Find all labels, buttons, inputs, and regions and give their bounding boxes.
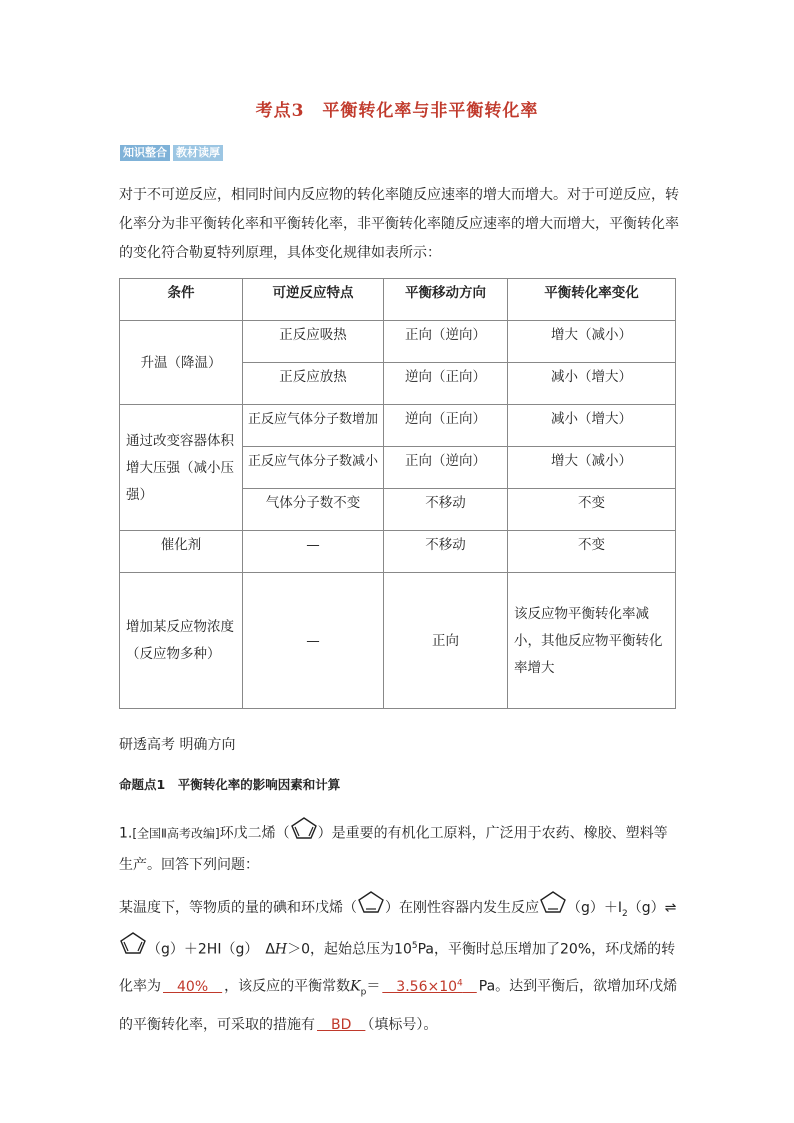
question-1-intro: [119, 816, 679, 880]
question-text: ）是重要的有机化工原料，广泛用于农药、橡胶、塑料等生产。回答下列问题：: [119, 825, 668, 873]
tag-knowledge: 知识整合: [120, 145, 170, 161]
answer-kp-value: 3.56×10: [382, 979, 458, 996]
question-text: ＞0，起始总压为10: [287, 941, 412, 958]
question-text: ，该反应的平衡常数: [224, 979, 351, 996]
question-source: [全国Ⅱ高考改编]: [132, 826, 220, 841]
question-text: ＝: [366, 979, 381, 996]
condition-cell: 催化剂: [120, 531, 243, 573]
direction-cell: 正向（逆向）: [384, 321, 508, 363]
change-cell: 不变: [508, 489, 676, 531]
tag-textbook: 教材读厚: [173, 145, 223, 161]
cyclopentadiene-icon: [290, 816, 318, 851]
cyclopentene-icon: [357, 890, 385, 926]
rules-table: [119, 278, 676, 709]
subscript: p: [360, 987, 367, 998]
question-text: 某温度下，等物质的量的碘和环戊烯（: [119, 900, 357, 916]
header-change: 平衡转化率变化: [508, 279, 676, 321]
direction-cell: 不移动: [384, 489, 508, 531]
question-text: 环戊二烯（: [219, 825, 290, 842]
kp-symbol: K: [350, 979, 361, 996]
answer-conversion: 40%: [163, 979, 223, 996]
table-header-row: [120, 279, 676, 321]
table-row: [120, 321, 676, 363]
question-text: Pa。达到平衡后，欲增加环戊烯的平衡转化率，可采取的措施有: [119, 979, 678, 1033]
direction-cell: 不移动: [384, 531, 508, 573]
question-text: （g）＋2HI（g） Δ: [147, 941, 275, 958]
feature-cell: 气体分子数不变: [243, 489, 384, 531]
cyclopentene-icon: [539, 890, 567, 926]
change-cell: 增大（减小）: [508, 321, 676, 363]
feature-cell: 正反应气体分子数增加: [243, 405, 384, 447]
feature-cell: —: [243, 573, 384, 709]
table-row: [120, 573, 676, 709]
answer-measures: BD: [317, 1016, 366, 1033]
feature-cell: —: [243, 531, 384, 573]
question-text: （g）⇌: [627, 900, 677, 916]
direction-cell: 正向（逆向）: [384, 447, 508, 489]
direction-cell: 逆向（正向）: [384, 405, 508, 447]
question-text: Pa，平衡时总压增加了20%，环戊烯的转化率为: [119, 941, 676, 996]
header-condition: 条件: [120, 279, 243, 321]
page-title: 考点3 平衡转化率与非平衡转化率: [255, 101, 539, 121]
intro-paragraph: 对于不可逆反应，相同时间内反应物的转化率随反应速率的增大而增大。对于可逆反应，转化率分为非平衡转化率和平衡转化率，非平衡转化率随反应速率的增大而增大，平衡转化率的变化符合勒夏特列原理，具体变化规律如表所示：: [119, 187, 679, 261]
header-feature: 可逆反应特点: [243, 279, 384, 321]
table-row: [120, 531, 676, 573]
direction-cell: 正向: [384, 573, 508, 709]
subsection-title: 命题点1 平衡转化率的影响因素和计算: [119, 777, 341, 792]
enthalpy-symbol: H: [274, 941, 288, 958]
question-text: （g）＋I: [567, 900, 623, 916]
cyclopentadiene-icon: [119, 931, 147, 967]
subscript: 2: [622, 908, 628, 919]
feature-cell: 正反应吸热: [243, 321, 384, 363]
condition-cell: 升温（降温）: [120, 321, 243, 405]
condition-cell: 通过改变容器体积增大压强（减小压强）: [120, 405, 243, 531]
question-1-body: [119, 890, 679, 1041]
question-text: （填标号）。: [367, 1016, 438, 1033]
section-tags: [120, 145, 223, 161]
header-direction: 平衡移动方向: [384, 279, 508, 321]
feature-cell: 正反应气体分子数减小: [243, 447, 384, 489]
section-title: 研透高考 明确方向: [119, 737, 236, 753]
question-text: ）在刚性容器内发生反应: [385, 900, 539, 916]
superscript: 5: [411, 940, 418, 951]
question-number: 1.: [119, 825, 133, 842]
feature-cell: 正反应放热: [243, 363, 384, 405]
superscript: 4: [457, 978, 463, 989]
direction-cell: 逆向（正向）: [384, 363, 508, 405]
change-cell: 该反应物平衡转化率减小，其他反应物平衡转化率增大: [508, 573, 676, 709]
change-cell: 增大（减小）: [508, 447, 676, 489]
answer-kp: [380, 979, 478, 995]
change-cell: 不变: [508, 531, 676, 573]
change-cell: 减小（增大）: [508, 363, 676, 405]
condition-cell: 增加某反应物浓度（反应物多种）: [120, 573, 243, 709]
change-cell: 减小（增大）: [508, 405, 676, 447]
table-row: [120, 405, 676, 447]
